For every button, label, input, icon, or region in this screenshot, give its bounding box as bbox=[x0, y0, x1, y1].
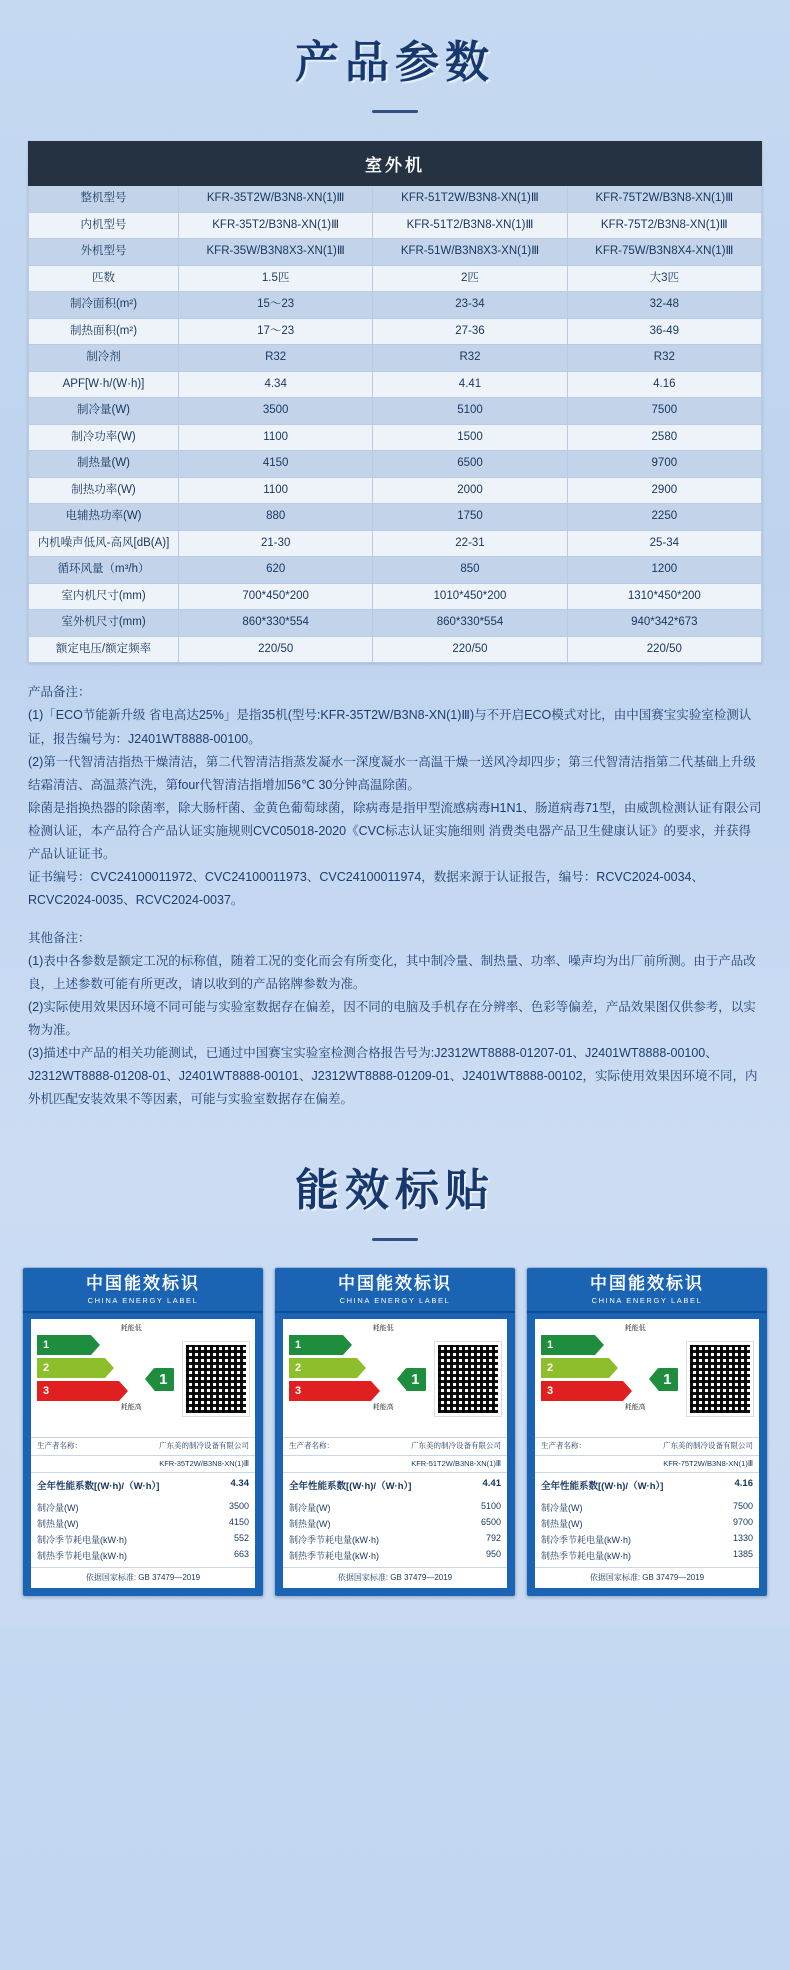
spec-cell: 36-49 bbox=[567, 318, 761, 345]
table-row bbox=[29, 265, 762, 292]
spec-cell: R32 bbox=[567, 345, 761, 372]
grade-bar-3-label: 3 bbox=[547, 1385, 554, 1398]
apf-row bbox=[31, 1472, 255, 1497]
grade-bar-2 bbox=[37, 1358, 105, 1378]
kv-value: 6500 bbox=[480, 1516, 501, 1527]
apf-value: 4.41 bbox=[482, 1478, 501, 1490]
spec-cell: 4.41 bbox=[373, 371, 567, 398]
spec-table-body bbox=[29, 186, 762, 663]
spec-cell: 6500 bbox=[373, 451, 567, 478]
grade-bar-1 bbox=[37, 1335, 91, 1355]
energy-grade-scale bbox=[289, 1325, 398, 1433]
note-3: 除菌是指换热器的除菌率，除大肠杆菌、金黄色葡萄球菌，除病毒是指甲型流感病毒H1N1、肠道病毒71型，由威凯检测认证有限公司检测认证，本产品符合产品认证实施规则CVC05018-2020《CVC标志认证实施细则 消费类电器产品卫生健康认证》的要求，并获得产品认证证书。 bbox=[28, 800, 762, 862]
energy-label-title-cn: 中国能效标识 bbox=[338, 1273, 452, 1293]
spec-row-label: 制热量(W) bbox=[29, 451, 179, 478]
spec-cell: 5100 bbox=[373, 398, 567, 425]
spec-cell: 220/50 bbox=[567, 636, 761, 663]
spec-cell: 25-34 bbox=[567, 530, 761, 557]
model-row bbox=[283, 1455, 507, 1473]
table-row bbox=[29, 345, 762, 372]
kv-key: 制热量(W) bbox=[541, 1518, 583, 1529]
grade-cap-top: 耗能低 bbox=[372, 1325, 394, 1333]
spec-row-label: 制冷量(W) bbox=[29, 398, 179, 425]
table-row bbox=[29, 636, 762, 663]
grade-bar-3-label: 3 bbox=[295, 1385, 302, 1398]
grade-bar-2-label: 2 bbox=[43, 1362, 50, 1375]
product-notes bbox=[28, 681, 762, 1111]
spec-row-label: 制冷剂 bbox=[29, 345, 179, 372]
table-row bbox=[29, 318, 762, 345]
spec-cell: 7500 bbox=[567, 398, 761, 425]
kv-key: 制热量(W) bbox=[37, 1518, 79, 1529]
spec-cell: 1500 bbox=[373, 424, 567, 451]
selected-grade-value: 1 bbox=[154, 1368, 174, 1391]
spec-cell: 2580 bbox=[567, 424, 761, 451]
spec-cell: KFR-51T2/B3N8-XN(1)Ⅲ bbox=[373, 212, 567, 239]
spec-cell: 15～23 bbox=[179, 292, 373, 319]
spec-cell: 21-30 bbox=[179, 530, 373, 557]
spec-row-label: 额定电压/额定频率 bbox=[29, 636, 179, 663]
spec-row-label: 外机型号 bbox=[29, 239, 179, 266]
kv-key: 制冷季节耗电量(kW·h) bbox=[37, 1534, 127, 1545]
spec-cell: 大3匹 bbox=[567, 265, 761, 292]
energy-grade-box bbox=[31, 1319, 255, 1437]
grade-bar-3 bbox=[289, 1381, 371, 1401]
table-row bbox=[29, 583, 762, 610]
spec-cell: 940*342*673 bbox=[567, 610, 761, 637]
spec-cell: KFR-75T2/B3N8-XN(1)Ⅲ bbox=[567, 212, 761, 239]
spec-cell: 880 bbox=[179, 504, 373, 531]
kv-value: 5100 bbox=[480, 1500, 501, 1511]
spec-cell: 1010*450*200 bbox=[373, 583, 567, 610]
model-row bbox=[31, 1455, 255, 1473]
spec-row-label: 电辅热功率(W) bbox=[29, 504, 179, 531]
spec-cell: KFR-75W/B3N8X4-XN(1)Ⅲ bbox=[567, 239, 761, 266]
spec-table bbox=[28, 141, 762, 663]
kv-key: 制冷季节耗电量(kW·h) bbox=[541, 1534, 631, 1545]
spec-cell: 22-31 bbox=[373, 530, 567, 557]
grade-cap-top: 耗能低 bbox=[120, 1325, 142, 1333]
energy-label-header bbox=[275, 1268, 515, 1314]
table-row bbox=[29, 477, 762, 504]
maker-row bbox=[31, 1437, 255, 1455]
table-row bbox=[29, 186, 762, 213]
energy-kv-list bbox=[535, 1497, 759, 1567]
energy-label-title: 能效标贴 bbox=[295, 1165, 495, 1215]
title-divider-2 bbox=[372, 1238, 418, 1241]
apf-row bbox=[283, 1472, 507, 1497]
spec-table-header: 室外机 bbox=[29, 142, 762, 186]
list-item bbox=[289, 1531, 501, 1547]
spec-cell: 220/50 bbox=[373, 636, 567, 663]
energy-kv-list bbox=[31, 1497, 255, 1567]
notes-heading-1: 产品备注： bbox=[28, 685, 91, 700]
maker-value: 广东美的制冷设备有限公司 bbox=[159, 1441, 249, 1451]
spec-cell: 1.5匹 bbox=[179, 265, 373, 292]
table-row bbox=[29, 424, 762, 451]
energy-grade-scale bbox=[541, 1325, 650, 1433]
grade-bar-2-label: 2 bbox=[295, 1362, 302, 1375]
energy-label-footer: 依据国家标准: GB 37479—2019 bbox=[283, 1567, 507, 1588]
apf-label: 全年性能系数[(W·h)/（W·h）] bbox=[541, 1481, 664, 1493]
energy-labels-row bbox=[22, 1267, 768, 1598]
list-item bbox=[541, 1531, 753, 1547]
kv-value: 1330 bbox=[732, 1532, 753, 1543]
spec-cell: 2匹 bbox=[373, 265, 567, 292]
list-item bbox=[37, 1531, 249, 1547]
grade-bars bbox=[289, 1335, 398, 1401]
section-title-block bbox=[0, 0, 790, 113]
spec-cell: 1100 bbox=[179, 424, 373, 451]
list-item bbox=[541, 1499, 753, 1515]
kv-value: 9700 bbox=[732, 1516, 753, 1527]
energy-label-title-en: CHINA ENERGY LABEL bbox=[339, 1296, 451, 1306]
list-item bbox=[37, 1547, 249, 1563]
spec-row-label: 制冷面积(m²) bbox=[29, 292, 179, 319]
spec-cell: 860*330*554 bbox=[373, 610, 567, 637]
spec-cell: 1750 bbox=[373, 504, 567, 531]
spec-cell: KFR-35T2W/B3N8-XN(1)Ⅲ bbox=[179, 186, 373, 213]
spec-cell: KFR-35T2/B3N8-XN(1)Ⅲ bbox=[179, 212, 373, 239]
spec-row-label: APF[W·h/(W·h)] bbox=[29, 371, 179, 398]
energy-grade-scale bbox=[37, 1325, 146, 1433]
kv-value: 3500 bbox=[228, 1500, 249, 1511]
model-value: KFR-51T2W/B3N8-XN(1)Ⅲ bbox=[411, 1458, 501, 1468]
spec-cell: 3500 bbox=[179, 398, 373, 425]
table-row bbox=[29, 398, 762, 425]
other-note-2: (2)实际使用效果因环境不同可能与实验室数据存在偏差，因不同的电脑及手机存在分辨率、色彩等偏差，产品效果图仅供参考，以实物为准。 bbox=[28, 999, 756, 1038]
kv-value: 792 bbox=[485, 1532, 501, 1543]
selected-grade-marker bbox=[650, 1325, 687, 1433]
kv-value: 663 bbox=[233, 1548, 249, 1559]
table-row bbox=[29, 451, 762, 478]
table-row bbox=[29, 610, 762, 637]
spec-cell: KFR-35W/B3N8X3-XN(1)Ⅲ bbox=[179, 239, 373, 266]
grade-bar-2-label: 2 bbox=[547, 1362, 554, 1375]
grade-bar-2 bbox=[541, 1358, 609, 1378]
grade-cap-bottom: 耗能高 bbox=[624, 1404, 646, 1412]
spec-row-label: 室外机尺寸(mm) bbox=[29, 610, 179, 637]
table-row bbox=[29, 212, 762, 239]
table-row bbox=[29, 557, 762, 584]
other-note-3: (3)描述中产品的相关功能测试，已通过中国赛宝实验室检测合格报告号为:J2312WT8888-01207-01、J2401WT8888-00100、J2312WT8888-01208-01、J2401WT8888-00101、J2312WT8888-01209-01、J2401WT8888-00102，实际使用效果因环境不同，内外机匹配安装效果不等因素，可能与实验室数据存在偏差。 bbox=[28, 1046, 758, 1107]
kv-key: 制热季节耗电量(kW·h) bbox=[541, 1550, 631, 1561]
table-row bbox=[29, 239, 762, 266]
qr-code-icon bbox=[687, 1342, 753, 1416]
spec-table-wrap bbox=[28, 141, 762, 663]
apf-label: 全年性能系数[(W·h)/（W·h）] bbox=[289, 1481, 412, 1493]
energy-grade-box bbox=[283, 1319, 507, 1437]
spec-row-label: 循环风量（m³/h） bbox=[29, 557, 179, 584]
grade-bars bbox=[541, 1335, 650, 1401]
spec-cell: 27-36 bbox=[373, 318, 567, 345]
kv-key: 制热季节耗电量(kW·h) bbox=[37, 1550, 127, 1561]
grade-cap-top: 耗能低 bbox=[624, 1325, 646, 1333]
kv-value: 4150 bbox=[228, 1516, 249, 1527]
spec-row-label: 制热面积(m²) bbox=[29, 318, 179, 345]
maker-label: 生产者名称： bbox=[289, 1441, 334, 1451]
list-item bbox=[289, 1499, 501, 1515]
spec-row-label: 制冷功率(W) bbox=[29, 424, 179, 451]
kv-key: 制热季节耗电量(kW·h) bbox=[289, 1550, 379, 1561]
grade-cap-bottom: 耗能高 bbox=[120, 1404, 142, 1412]
model-value: KFR-35T2W/B3N8-XN(1)Ⅲ bbox=[159, 1458, 249, 1468]
spec-cell: 1200 bbox=[567, 557, 761, 584]
spec-cell: 4.16 bbox=[567, 371, 761, 398]
selected-grade-marker bbox=[146, 1325, 183, 1433]
spec-cell: 2250 bbox=[567, 504, 761, 531]
kv-key: 制冷量(W) bbox=[37, 1502, 79, 1513]
page-title: 产品参数 bbox=[295, 38, 495, 87]
spec-cell: KFR-75T2W/B3N8-XN(1)Ⅲ bbox=[567, 186, 761, 213]
table-row bbox=[29, 504, 762, 531]
spec-cell: R32 bbox=[373, 345, 567, 372]
spec-row-label: 匹数 bbox=[29, 265, 179, 292]
spec-row-label: 整机型号 bbox=[29, 186, 179, 213]
kv-key: 制冷量(W) bbox=[541, 1502, 583, 1513]
model-value: KFR-75T2W/B3N8-XN(1)Ⅲ bbox=[663, 1458, 753, 1468]
kv-value: 1385 bbox=[732, 1548, 753, 1559]
kv-key: 制热量(W) bbox=[289, 1518, 331, 1529]
apf-label: 全年性能系数[(W·h)/（W·h）] bbox=[37, 1481, 160, 1493]
qr-code-icon bbox=[435, 1342, 501, 1416]
notes-heading-2: 其他备注： bbox=[28, 930, 91, 945]
energy-label-header bbox=[23, 1268, 263, 1314]
maker-label: 生产者名称： bbox=[541, 1441, 586, 1451]
energy-kv-list bbox=[283, 1497, 507, 1567]
energy-label-title-en: CHINA ENERGY LABEL bbox=[87, 1296, 199, 1306]
list-item bbox=[541, 1515, 753, 1531]
table-row bbox=[29, 371, 762, 398]
notes-gap bbox=[28, 913, 762, 927]
spec-row-label: 室内机尺寸(mm) bbox=[29, 583, 179, 610]
list-item bbox=[289, 1515, 501, 1531]
kv-key: 制冷季节耗电量(kW·h) bbox=[289, 1534, 379, 1545]
energy-label-footer: 依据国家标准: GB 37479—2019 bbox=[31, 1567, 255, 1588]
grade-bar-1-label: 1 bbox=[43, 1339, 50, 1352]
grade-bar-1 bbox=[289, 1335, 343, 1355]
spec-cell: 9700 bbox=[567, 451, 761, 478]
energy-label-title-cn: 中国能效标识 bbox=[590, 1273, 704, 1293]
apf-value: 4.16 bbox=[734, 1478, 753, 1490]
title-divider bbox=[372, 110, 418, 113]
apf-value: 4.34 bbox=[230, 1478, 249, 1490]
spec-row-label: 内机噪声低风-高风[dB(A)] bbox=[29, 530, 179, 557]
maker-row bbox=[535, 1437, 759, 1455]
energy-label-body bbox=[527, 1313, 767, 1596]
model-row bbox=[535, 1455, 759, 1473]
note-1: (1)「ECO节能新升级 省电高达25%」是指35机(型号:KFR-35T2W/B3N8-XN(1)Ⅲ)与不开启ECO模式对比，由中国赛宝实验室检测认证，报告编号为：J2401WT8888-00100。 bbox=[28, 708, 752, 746]
list-item bbox=[37, 1499, 249, 1515]
spec-cell: 850 bbox=[373, 557, 567, 584]
spec-cell: 620 bbox=[179, 557, 373, 584]
spec-cell: 1100 bbox=[179, 477, 373, 504]
spec-cell: 860*330*554 bbox=[179, 610, 373, 637]
list-item bbox=[289, 1547, 501, 1563]
note-2: (2)第一代智清洁指热干燥清洁，第二代智清洁指蒸发凝水一深度凝水一高温干燥一送风冷却四步；第三代智清洁指第二代基础上升级结霜清洁、高温蒸汽洗，第four代智清洁指增加56℃ 30分钟高温除菌。 bbox=[28, 754, 756, 792]
energy-label-card bbox=[22, 1267, 264, 1598]
other-note-1: (1)表中各参数是额定工况的标称值，随着工况的变化而会有所变化，其中制冷量、制热量、功率、噪声均为出厂前所测。由于产品改良，上述参数可能有所更改，请以收到的产品铭牌参数为准。 bbox=[28, 953, 756, 991]
spec-cell: 32-48 bbox=[567, 292, 761, 319]
kv-value: 7500 bbox=[732, 1500, 753, 1511]
maker-row bbox=[283, 1437, 507, 1455]
table-row bbox=[29, 292, 762, 319]
grade-bar-3 bbox=[37, 1381, 119, 1401]
spec-cell: 4150 bbox=[179, 451, 373, 478]
spec-cell: 220/50 bbox=[179, 636, 373, 663]
energy-label-title-cn: 中国能效标识 bbox=[86, 1273, 200, 1293]
spec-cell: KFR-51W/B3N8X3-XN(1)Ⅲ bbox=[373, 239, 567, 266]
spec-cell: KFR-51T2W/B3N8-XN(1)Ⅲ bbox=[373, 186, 567, 213]
maker-value: 广东美的制冷设备有限公司 bbox=[411, 1441, 501, 1451]
grade-bar-1 bbox=[541, 1335, 595, 1355]
grade-bars bbox=[37, 1335, 146, 1401]
kv-value: 552 bbox=[233, 1532, 249, 1543]
spec-cell: 2900 bbox=[567, 477, 761, 504]
spec-cell: 23-34 bbox=[373, 292, 567, 319]
energy-label-card bbox=[526, 1267, 768, 1598]
spec-cell: 2000 bbox=[373, 477, 567, 504]
grade-bar-3 bbox=[541, 1381, 623, 1401]
table-row bbox=[29, 530, 762, 557]
selected-grade-marker bbox=[398, 1325, 435, 1433]
apf-row bbox=[535, 1472, 759, 1497]
selected-grade-value: 1 bbox=[406, 1368, 426, 1391]
list-item bbox=[37, 1515, 249, 1531]
section-title-block-2 bbox=[0, 1112, 790, 1241]
note-4: 证书编号：CVC24100011972、CVC24100011973、CVC24100011974，数据来源于认证报告，编号：RCVC2024-0034、RCVC2024-0035、RCVC2024-0037。 bbox=[28, 870, 705, 908]
grade-cap-bottom: 耗能高 bbox=[372, 1404, 394, 1412]
spec-row-label: 内机型号 bbox=[29, 212, 179, 239]
energy-label-header bbox=[527, 1268, 767, 1314]
spec-cell: 1310*450*200 bbox=[567, 583, 761, 610]
spec-cell: 4.34 bbox=[179, 371, 373, 398]
qr-code-icon bbox=[183, 1342, 249, 1416]
energy-label-body bbox=[23, 1313, 263, 1596]
selected-grade-value: 1 bbox=[658, 1368, 678, 1391]
kv-key: 制冷量(W) bbox=[289, 1502, 331, 1513]
kv-value: 950 bbox=[485, 1548, 501, 1559]
grade-bar-1-label: 1 bbox=[547, 1339, 554, 1352]
grade-bar-1-label: 1 bbox=[295, 1339, 302, 1352]
spec-cell: 17～23 bbox=[179, 318, 373, 345]
spec-cell: 700*450*200 bbox=[179, 583, 373, 610]
maker-value: 广东美的制冷设备有限公司 bbox=[663, 1441, 753, 1451]
energy-grade-box bbox=[535, 1319, 759, 1437]
energy-label-card bbox=[274, 1267, 516, 1598]
list-item bbox=[541, 1547, 753, 1563]
grade-bar-2 bbox=[289, 1358, 357, 1378]
energy-label-title-en: CHINA ENERGY LABEL bbox=[591, 1296, 703, 1306]
spec-row-label: 制热功率(W) bbox=[29, 477, 179, 504]
maker-label: 生产者名称： bbox=[37, 1441, 82, 1451]
energy-label-footer: 依据国家标准: GB 37479—2019 bbox=[535, 1567, 759, 1588]
grade-bar-3-label: 3 bbox=[43, 1385, 50, 1398]
spec-cell: R32 bbox=[179, 345, 373, 372]
energy-label-body bbox=[275, 1313, 515, 1596]
